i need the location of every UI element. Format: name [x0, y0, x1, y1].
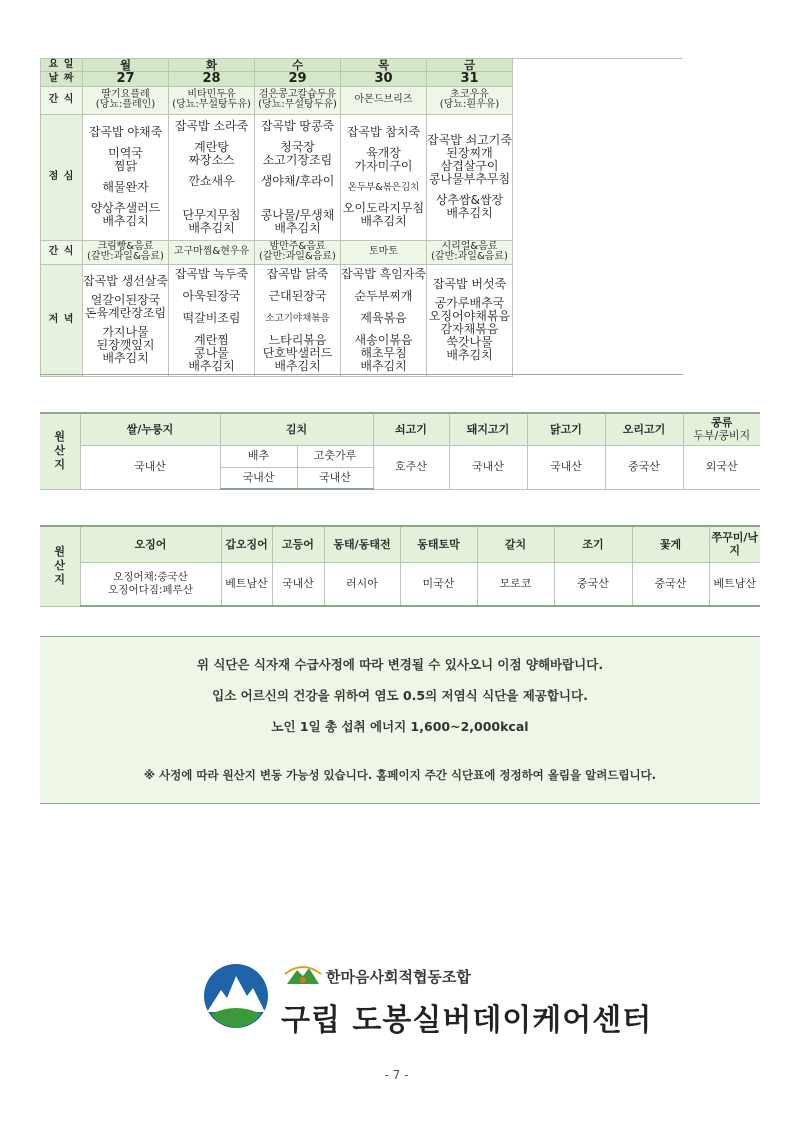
- date-29: 29: [255, 72, 341, 87]
- day-tue: 화: [169, 59, 255, 72]
- date-27: 27: [83, 72, 169, 87]
- snack-item: 아몬드브리즈: [354, 93, 413, 105]
- dish: 배추김치: [274, 358, 321, 373]
- morning-snack-fri: [427, 86, 513, 114]
- afternoon-snack-tue: [169, 240, 255, 264]
- pepper-label: 고춧가루: [297, 445, 373, 467]
- dish: 잡곡밥 버섯죽: [432, 277, 507, 292]
- origin-side-text: 원산지: [54, 544, 66, 587]
- snack-note: (갈반:과일&음료): [259, 251, 336, 263]
- dish: 배추김치: [446, 348, 493, 363]
- dish: 오이도라지무침: [342, 201, 425, 216]
- snack-note: (당뇨:무설탕두유): [172, 99, 251, 111]
- lunch-wed: [255, 114, 341, 240]
- dish: 삼겹살구이: [440, 159, 499, 174]
- lunch-mon: [83, 114, 169, 240]
- dish: 배추김치: [188, 358, 235, 373]
- mackerel-header: 고등어: [272, 526, 324, 562]
- snack-item: 토마토: [369, 245, 398, 257]
- day-row: [41, 59, 686, 72]
- morning-snack-label: 간 식: [41, 86, 83, 114]
- date-28: 28: [169, 72, 255, 87]
- snack-item: 딸기요플레: [101, 88, 150, 100]
- origin-side-label: [40, 526, 80, 606]
- dish: 콩나물부추무침: [428, 172, 511, 187]
- dinner-fri: [427, 264, 513, 376]
- dinner-mon: [83, 264, 169, 376]
- rice-header: 쌀/누룽지: [80, 413, 220, 445]
- kimchi-sub-row: [40, 445, 760, 467]
- notice-line-4: ※ 사정에 따라 원산지 변동 가능성 있습니다. 홈페이지 주간 식단표에 정정하여 올림을 알려드립니다.: [143, 768, 657, 782]
- cuttlefish-header: 갑오징어: [221, 526, 272, 562]
- dish: 잡곡밥 야채죽: [88, 125, 163, 140]
- dish: 제육볶음: [360, 310, 407, 325]
- snack-note: (갈반:과일&음료): [431, 251, 508, 263]
- dish: 새송이볶음: [354, 332, 413, 347]
- dish: 잡곡밥 녹두죽: [174, 266, 249, 281]
- origin-table-meat: [40, 412, 760, 490]
- afternoon-snack-row: [41, 240, 686, 264]
- dish: 잡곡밥 참치죽: [346, 125, 421, 140]
- snack-item: 초코우유: [450, 88, 489, 100]
- dish: 단무지무침: [182, 207, 241, 222]
- morning-snack-row: [41, 86, 686, 114]
- notice-line-3: 노인 1일 총 섭취 에너지 1,600~2,000kcal: [271, 719, 529, 734]
- duck-origin: 중국산: [605, 445, 683, 489]
- pollack-cut-header: 동태토막: [400, 526, 477, 562]
- blank-cell: [513, 59, 686, 87]
- dish: 계란탕: [194, 139, 229, 154]
- beans-subtitle: 두부/콩비지: [693, 429, 751, 443]
- dish: 오징어야채볶음: [428, 309, 511, 324]
- dish: 배추김치: [360, 358, 407, 373]
- chicken-header: 닭고기: [527, 413, 605, 445]
- dish: 배추김치: [188, 220, 235, 235]
- origin-side-label: [40, 413, 80, 489]
- beans-origin: 외국산: [683, 445, 760, 489]
- snack-note: (당뇨:흰우유): [439, 99, 500, 111]
- octopus-header: 쭈꾸미/낙지: [709, 526, 760, 562]
- afternoon-snack-wed: [255, 240, 341, 264]
- morning-snack-mon: [83, 86, 169, 114]
- dish: 계란찜: [194, 332, 229, 347]
- pollack-cut-origin: 미국산: [400, 562, 477, 606]
- dinner-wed: [255, 264, 341, 376]
- dish: 배추김치: [360, 214, 407, 229]
- dish: 배추김치: [446, 206, 493, 221]
- dish: 온두부&볶은김치: [347, 182, 420, 194]
- blank-cell: [513, 86, 686, 114]
- dinner-label: 저 녁: [41, 264, 83, 376]
- dish: 순두부찌개: [354, 288, 413, 303]
- kimchi-header: 김치: [220, 413, 373, 445]
- dish: 아욱된장국: [182, 288, 241, 303]
- notice-line-2: 입소 어르신의 건강을 위하여 염도 0.5의 저염식 식단을 제공합니다.: [212, 688, 588, 703]
- weekly-menu-table: [40, 58, 686, 377]
- dinner-tue: [169, 264, 255, 376]
- cuttlefish-origin: 베트남산: [221, 562, 272, 606]
- center-logo-icon: [203, 962, 269, 1034]
- day-thu: 목: [341, 59, 427, 72]
- dish: 단호박샐러드: [262, 345, 333, 360]
- dish: 가지나물: [102, 325, 149, 340]
- date-30: 30: [341, 72, 427, 87]
- dish: 잡곡밥 생선살죽: [83, 274, 168, 289]
- octopus-origin: 베트남산: [709, 562, 760, 606]
- pollack-header: 동태/동태전: [324, 526, 400, 562]
- lunch-label: 점 심: [41, 114, 83, 240]
- dish: 콩나물: [194, 345, 229, 360]
- page-number: - 7 -: [384, 1068, 409, 1082]
- dish: 양상추샐러드: [90, 201, 161, 216]
- dish: 배추김치: [102, 351, 149, 366]
- morning-snack-wed: [255, 86, 341, 114]
- afternoon-snack-mon: [83, 240, 169, 264]
- dish: 얼갈이된장국: [90, 293, 161, 308]
- notice-box: [40, 636, 760, 804]
- cabbage-origin: 국내산: [220, 467, 297, 489]
- dish: 육개장: [366, 146, 401, 161]
- snack-note: (갈반:과일&음료): [87, 251, 164, 263]
- lunch-row: [41, 114, 686, 240]
- morning-snack-thu: [341, 86, 427, 114]
- day-wed: 수: [255, 59, 341, 72]
- croaker-header: 조기: [554, 526, 632, 562]
- dish: 배추김치: [274, 220, 321, 235]
- hairtail-header: 갈치: [477, 526, 554, 562]
- divider: [510, 58, 683, 59]
- snack-note: (당뇨:플레인): [95, 99, 156, 111]
- crab-header: 꽃게: [632, 526, 709, 562]
- dinner-row: [41, 264, 686, 376]
- beans-title: 콩류: [711, 416, 733, 430]
- snack-item: 검은콩고칼슘두유: [258, 88, 337, 100]
- cabbage-label: 배추: [220, 445, 297, 467]
- dish: 찜닭: [113, 159, 138, 174]
- dish: 근대된장국: [268, 288, 327, 303]
- snack-item: 비타민두유: [187, 88, 236, 100]
- snack-item: 고구마찜&현우유: [173, 245, 250, 257]
- beef-header: 쇠고기: [373, 413, 449, 445]
- duck-header: 오리고기: [605, 413, 683, 445]
- dish: 소고기장조림: [262, 152, 333, 167]
- mackerel-origin: 국내산: [272, 562, 324, 606]
- dish: 쑥갓나물: [446, 335, 493, 350]
- beef-origin: 호주산: [373, 445, 449, 489]
- afternoon-snack-thu: [341, 240, 427, 264]
- dish: 소고기야채볶음: [265, 312, 330, 324]
- dish: 감자채볶음: [440, 322, 499, 337]
- dish: 떡갈비조림: [182, 310, 241, 325]
- dish: 깐쇼새우: [188, 173, 235, 188]
- rice-origin: 국내산: [80, 445, 220, 489]
- day-mon: 월: [83, 59, 169, 72]
- blank-cell: [513, 264, 686, 376]
- divider: [40, 374, 683, 375]
- origin-table-seafood: [40, 525, 760, 607]
- morning-snack-tue: [169, 86, 255, 114]
- center-name: 구립 도봉실버데이케어센터: [281, 1003, 653, 1038]
- dish: 배추김치: [102, 214, 149, 229]
- dish: 해초무침: [360, 345, 407, 360]
- pork-header: 돼지고기: [449, 413, 527, 445]
- day-fri: 금: [427, 59, 513, 72]
- origin-side-text: 원산지: [54, 429, 66, 472]
- hairtail-origin: 모로코: [477, 562, 554, 606]
- coop-logo-icon: [283, 964, 323, 990]
- pepper-origin: 국내산: [297, 467, 373, 489]
- afternoon-snack-label: 간 식: [41, 240, 83, 264]
- dish: 된장찌개: [446, 146, 493, 161]
- dish: 잡곡밥 흑임자죽: [341, 266, 426, 281]
- dish: 상추쌈&쌈장: [435, 193, 504, 208]
- beans-header: [683, 413, 760, 445]
- dish: 된장깻잎지: [96, 338, 155, 353]
- lunch-tue: [169, 114, 255, 240]
- date-label: 날 짜: [41, 72, 83, 87]
- crab-origin: 중국산: [632, 562, 709, 606]
- dish: 가자미구이: [354, 159, 413, 174]
- lunch-fri: [427, 114, 513, 240]
- dish: 짜장소스: [188, 152, 235, 167]
- day-label: 요 일: [41, 59, 83, 72]
- dish: 느타리볶음: [268, 332, 327, 347]
- dish: 미역국: [108, 146, 143, 161]
- dish: 공가루배추국: [434, 296, 505, 311]
- coop-name: 한마음사회적협동조합: [326, 968, 471, 986]
- croaker-origin: 중국산: [554, 562, 632, 606]
- origin-header-row: [40, 413, 760, 445]
- snack-item: 시리얼&음료: [441, 240, 498, 252]
- dish: 잡곡밥 땅콩죽: [260, 118, 335, 133]
- dish: 잡곡밥 소라죽: [174, 118, 249, 133]
- dinner-thu: [341, 264, 427, 376]
- snack-item: 밤만주&음료: [269, 240, 326, 252]
- dish: 생야채/후라이: [260, 173, 335, 188]
- pollack-origin: 러시아: [324, 562, 400, 606]
- dish: 잡곡밥 닭죽: [266, 266, 329, 281]
- snack-item: 크림빵&음료: [97, 240, 154, 252]
- notice-line-1: 위 식단은 식자재 수급사정에 따라 변경될 수 있사오니 이점 양해바랍니다.: [196, 657, 604, 672]
- chicken-origin: 국내산: [527, 445, 605, 489]
- snack-note: (당뇨:무설탕두유): [258, 99, 337, 111]
- dish: 청국장: [280, 139, 315, 154]
- blank-cell: [513, 240, 686, 264]
- date-31: 31: [427, 72, 513, 87]
- squid-origin: 오징어채:중국산 오징어다짐:페루산: [80, 562, 221, 606]
- dish: 콩나물/무생채: [260, 207, 335, 222]
- dish: 해물완자: [102, 180, 149, 195]
- dish: 돈육계란장조림: [84, 306, 167, 321]
- squid-header: 오징어: [80, 526, 221, 562]
- dish: 잡곡밥 쇠고기죽: [427, 133, 512, 148]
- seafood-header-row: [40, 526, 760, 562]
- blank-cell: [513, 114, 686, 240]
- seafood-origin-row: [40, 562, 760, 606]
- lunch-thu: [341, 114, 427, 240]
- afternoon-snack-fri: [427, 240, 513, 264]
- pork-origin: 국내산: [449, 445, 527, 489]
